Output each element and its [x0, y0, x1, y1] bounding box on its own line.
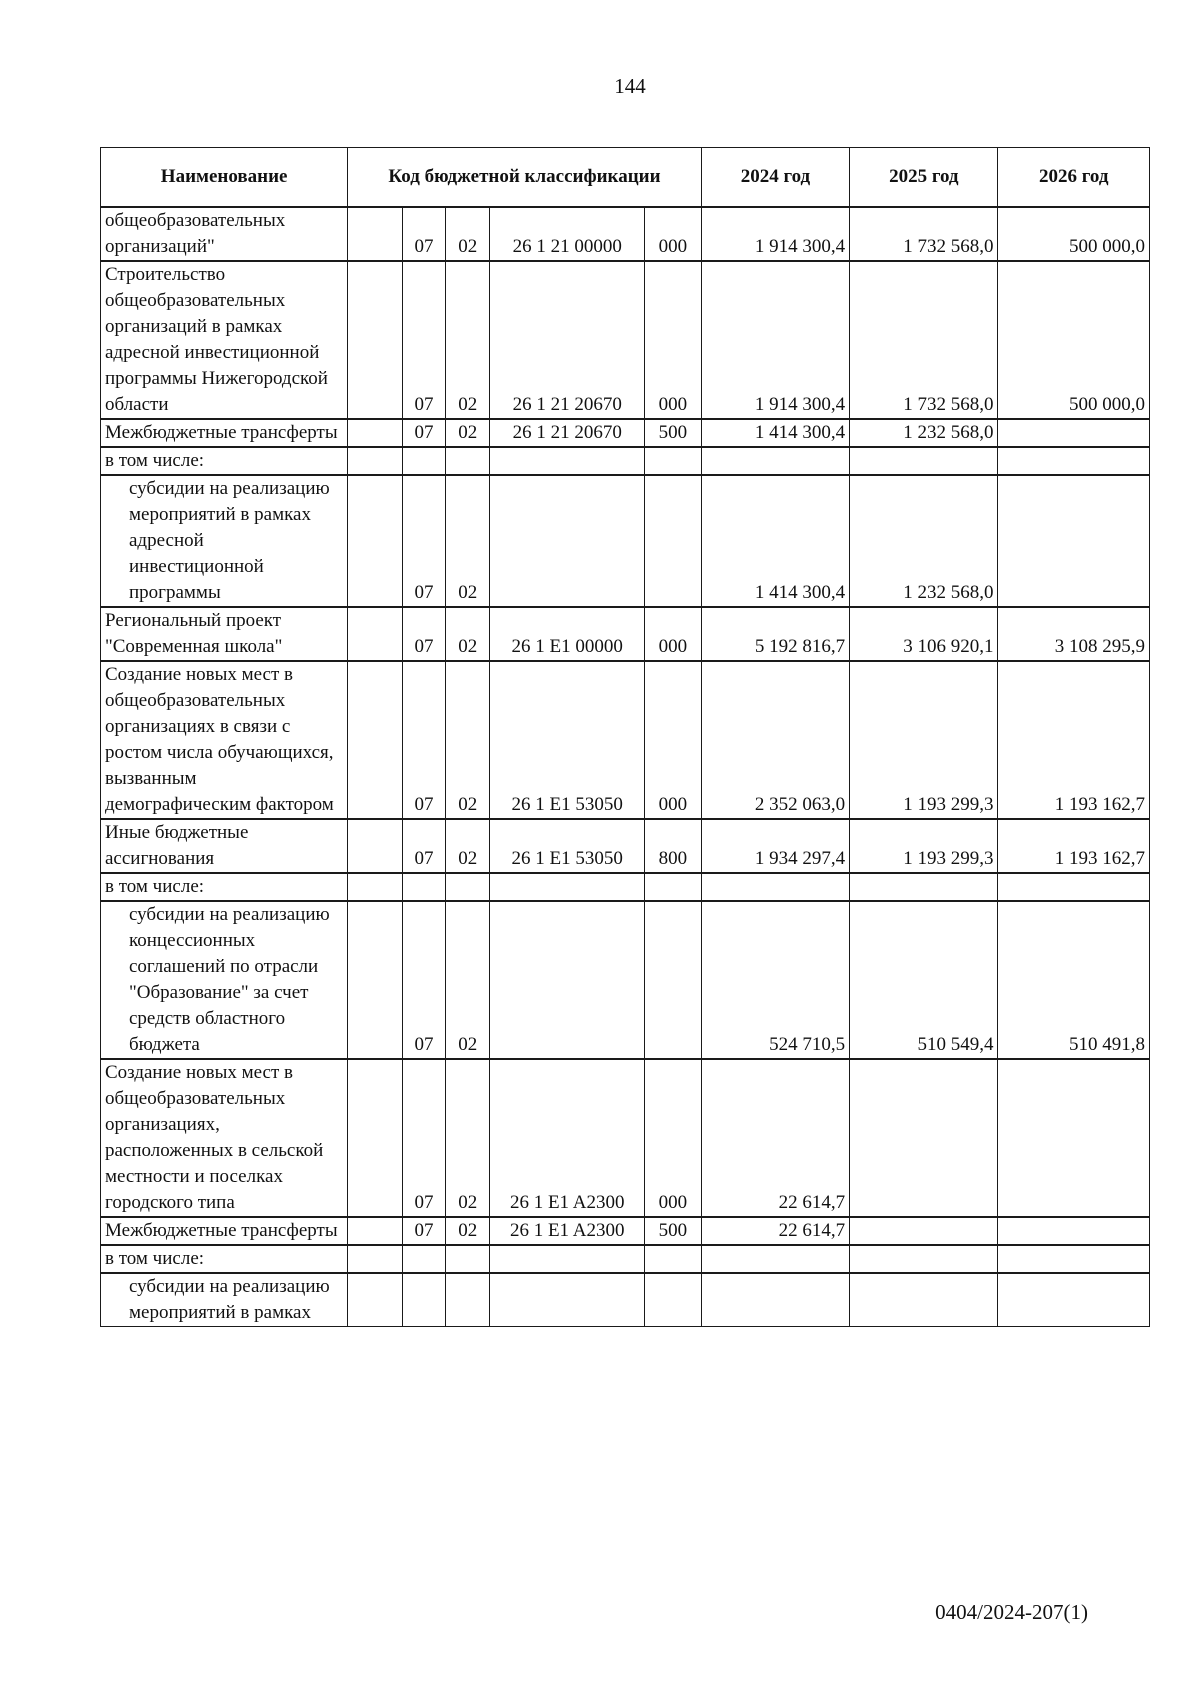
cell-empty [348, 261, 403, 419]
cell-section [402, 1245, 445, 1273]
cell-empty [348, 1059, 403, 1217]
cell-target-article [490, 1245, 645, 1273]
cell-2024: 1 934 297,4 [701, 819, 849, 873]
cell-empty [348, 447, 403, 475]
table-row [101, 207, 1150, 261]
cell-2026: 510 491,8 [998, 901, 1150, 1059]
cell-subsection: 02 [446, 207, 490, 261]
cell-name: Создание новых мест в общеобразовательных организациях в связи с ростом числа обучающихся, вызванным демографическим фактором [101, 661, 348, 819]
table-row [101, 819, 1150, 873]
cell-2026 [998, 1059, 1150, 1217]
cell-target-article: 26 1 E1 A2300 [490, 1217, 645, 1245]
cell-2024: 1 414 300,4 [701, 475, 849, 607]
cell-section: 07 [402, 819, 445, 873]
cell-2024: 2 352 063,0 [701, 661, 849, 819]
cell-subsection: 02 [446, 607, 490, 661]
cell-name: Межбюджетные трансферты [101, 1217, 348, 1245]
table-row [101, 1245, 1150, 1273]
header-2024: 2024 год [701, 148, 849, 208]
cell-expense-type: 000 [645, 607, 702, 661]
table-row [101, 261, 1150, 419]
cell-2024: 5 192 816,7 [701, 607, 849, 661]
cell-name: общеобразовательных организаций" [101, 207, 348, 261]
cell-2025: 1 232 568,0 [850, 419, 998, 447]
cell-subsection: 02 [446, 475, 490, 607]
cell-2026: 1 193 162,7 [998, 819, 1150, 873]
cell-subsection: 02 [446, 661, 490, 819]
cell-2024: 1 414 300,4 [701, 419, 849, 447]
table-row [101, 419, 1150, 447]
table-row [101, 873, 1150, 901]
cell-name: Строительство общеобразовательных организаций в рамках адресной инвестиционной программы Нижегородской области [101, 261, 348, 419]
cell-empty [348, 207, 403, 261]
cell-2026 [998, 1217, 1150, 1245]
cell-expense-type [645, 901, 702, 1059]
cell-expense-type: 000 [645, 207, 702, 261]
cell-expense-type: 500 [645, 419, 702, 447]
cell-target-article: 26 1 21 00000 [490, 207, 645, 261]
cell-target-article [490, 901, 645, 1059]
header-code: Код бюджетной классификации [348, 148, 701, 208]
cell-2025 [850, 1245, 998, 1273]
cell-target-article: 26 1 E1 53050 [490, 819, 645, 873]
cell-2025: 3 106 920,1 [850, 607, 998, 661]
cell-empty [348, 607, 403, 661]
cell-2024: 1 914 300,4 [701, 207, 849, 261]
cell-2026: 500 000,0 [998, 261, 1150, 419]
cell-expense-type: 000 [645, 1059, 702, 1217]
cell-name: в том числе: [101, 873, 348, 901]
cell-empty [348, 1273, 403, 1327]
cell-2026 [998, 447, 1150, 475]
cell-subsection: 02 [446, 419, 490, 447]
cell-section: 07 [402, 1059, 445, 1217]
cell-expense-type [645, 447, 702, 475]
header-name: Наименование [101, 148, 348, 208]
cell-2025 [850, 1059, 998, 1217]
document-code: 0404/2024-207(1) [935, 1600, 1088, 1624]
cell-section: 07 [402, 475, 445, 607]
cell-2026 [998, 1273, 1150, 1327]
cell-section: 07 [402, 207, 445, 261]
header-2026: 2026 год [998, 148, 1150, 208]
cell-2025 [850, 447, 998, 475]
cell-subsection: 02 [446, 819, 490, 873]
cell-2024: 1 914 300,4 [701, 261, 849, 419]
cell-expense-type [645, 475, 702, 607]
cell-2026 [998, 1245, 1150, 1273]
cell-2025 [850, 1217, 998, 1245]
cell-empty [348, 901, 403, 1059]
cell-section: 07 [402, 901, 445, 1059]
table-row [101, 607, 1150, 661]
table-row [101, 475, 1150, 607]
cell-subsection [446, 1245, 490, 1273]
cell-name: Иные бюджетные ассигнования [101, 819, 348, 873]
table-row [101, 1217, 1150, 1245]
cell-2025: 510 549,4 [850, 901, 998, 1059]
cell-name: Региональный проект "Современная школа" [101, 607, 348, 661]
cell-target-article: 26 1 21 20670 [490, 261, 645, 419]
cell-name: Создание новых мест в общеобразовательных организациях, расположенных в сельской местности и поселках городского типа [101, 1059, 348, 1217]
cell-subsection [446, 447, 490, 475]
cell-target-article [490, 1273, 645, 1327]
cell-2026: 500 000,0 [998, 207, 1150, 261]
cell-target-article [490, 447, 645, 475]
cell-expense-type: 000 [645, 261, 702, 419]
cell-subsection: 02 [446, 261, 490, 419]
cell-empty [348, 819, 403, 873]
cell-2025: 1 193 299,3 [850, 661, 998, 819]
cell-name: Межбюджетные трансферты [101, 419, 348, 447]
cell-2025 [850, 1273, 998, 1327]
cell-expense-type: 500 [645, 1217, 702, 1245]
page-number: 144 [614, 74, 646, 98]
cell-subsection: 02 [446, 901, 490, 1059]
cell-section [402, 447, 445, 475]
table-row [101, 1059, 1150, 1217]
cell-section: 07 [402, 1217, 445, 1245]
cell-section [402, 873, 445, 901]
cell-expense-type [645, 873, 702, 901]
cell-name: в том числе: [101, 1245, 348, 1273]
cell-section: 07 [402, 261, 445, 419]
cell-subsection [446, 873, 490, 901]
cell-empty [348, 1217, 403, 1245]
cell-2025: 1 193 299,3 [850, 819, 998, 873]
cell-section: 07 [402, 419, 445, 447]
cell-2026 [998, 419, 1150, 447]
cell-section: 07 [402, 661, 445, 819]
cell-subsection: 02 [446, 1059, 490, 1217]
cell-target-article: 26 1 21 20670 [490, 419, 645, 447]
cell-expense-type [645, 1245, 702, 1273]
cell-2024: 22 614,7 [701, 1217, 849, 1245]
cell-2024 [701, 873, 849, 901]
cell-empty [348, 475, 403, 607]
cell-target-article [490, 475, 645, 607]
cell-target-article: 26 1 E1 53050 [490, 661, 645, 819]
cell-name: субсидии на реализацию концессионных соглашений по отрасли "Образование" за счет средств областного бюджета [101, 901, 348, 1059]
table-header-row [101, 148, 1150, 208]
cell-target-article: 26 1 E1 A2300 [490, 1059, 645, 1217]
cell-2026 [998, 873, 1150, 901]
cell-name: субсидии на реализацию мероприятий в рамках адресной инвестиционной программы [101, 475, 348, 607]
cell-expense-type [645, 1273, 702, 1327]
cell-2025 [850, 873, 998, 901]
cell-section [402, 1273, 445, 1327]
budget-table [100, 147, 1150, 1327]
cell-name: в том числе: [101, 447, 348, 475]
cell-2024 [701, 1245, 849, 1273]
cell-target-article [490, 873, 645, 901]
cell-expense-type: 000 [645, 661, 702, 819]
cell-empty [348, 873, 403, 901]
cell-target-article: 26 1 E1 00000 [490, 607, 645, 661]
cell-2024 [701, 447, 849, 475]
cell-subsection [446, 1273, 490, 1327]
cell-section: 07 [402, 607, 445, 661]
cell-2025: 1 732 568,0 [850, 207, 998, 261]
table-row [101, 1273, 1150, 1327]
header-2025: 2025 год [850, 148, 998, 208]
cell-subsection: 02 [446, 1217, 490, 1245]
table-row [101, 901, 1150, 1059]
table-row [101, 661, 1150, 819]
cell-2026: 1 193 162,7 [998, 661, 1150, 819]
table-row [101, 447, 1150, 475]
cell-2024 [701, 1273, 849, 1327]
cell-2026 [998, 475, 1150, 607]
cell-empty [348, 661, 403, 819]
cell-2024: 524 710,5 [701, 901, 849, 1059]
cell-name: субсидии на реализацию мероприятий в рамках [101, 1273, 348, 1327]
cell-2024: 22 614,7 [701, 1059, 849, 1217]
cell-empty [348, 1245, 403, 1273]
cell-empty [348, 419, 403, 447]
cell-2025: 1 232 568,0 [850, 475, 998, 607]
cell-2025: 1 732 568,0 [850, 261, 998, 419]
cell-expense-type: 800 [645, 819, 702, 873]
cell-2026: 3 108 295,9 [998, 607, 1150, 661]
